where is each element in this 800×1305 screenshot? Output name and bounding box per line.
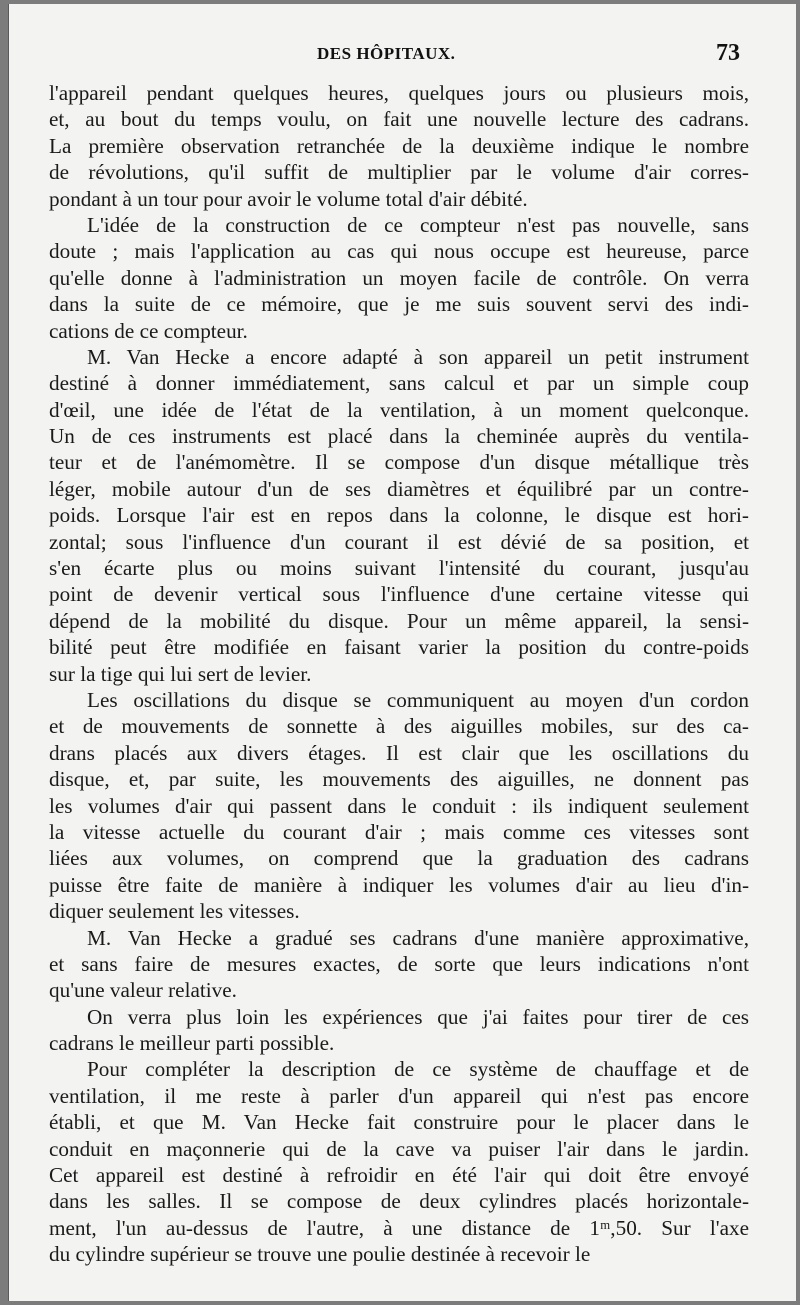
- text-line: établi, et que M. Van Hecke fait construire pour le placer dans le: [49, 1110, 749, 1135]
- text-line: drans placés aux divers étages. Il est clair que les oscillations du: [49, 740, 749, 765]
- text-line: diquer seulement les vitesses.: [49, 899, 300, 924]
- text-line: conduit en maçonnerie qui de la cave va puiser l'air dans le jardin.: [49, 1136, 749, 1161]
- body-text: [49, 80, 749, 1268]
- text-line: Les oscillations du disque se communiquent au moyen d'un cordon: [87, 687, 749, 712]
- text-line: et, au bout du temps voulu, on fait une nouvelle lecture des cadrans.: [49, 107, 749, 132]
- book-page: [8, 4, 796, 1301]
- page-number: 73: [716, 40, 740, 66]
- text-line: zontal; sous l'influence d'un courant il est dévié de sa position, et: [49, 529, 749, 554]
- text-line: et de mouvements de sonnette à des aiguilles mobiles, sur des ca-: [49, 714, 749, 739]
- text-line: L'idée de la construction de ce compteur n'est pas nouvelle, sans: [87, 212, 749, 237]
- text-line: léger, mobile autour d'un de ses diamètres et équilibré par un contre-: [49, 476, 749, 501]
- text-line: La première observation retranchée de la deuxième indique le nombre: [49, 133, 749, 158]
- text-line: Un de ces instruments est placé dans la cheminée auprès du ventila-: [49, 424, 749, 449]
- paragraph: [49, 212, 749, 344]
- text-line: On verra plus loin les expériences que j'ai faites pour tirer de ces: [87, 1004, 749, 1029]
- text-line: dans la suite de ce mémoire, que je me suis souvent servi des indi-: [49, 292, 749, 317]
- page-header: [9, 40, 796, 70]
- text-line: poids. Lorsque l'air est en repos dans la colonne, le disque est hori-: [49, 503, 749, 528]
- text-line: d'œil, une idée de l'état de la ventilation, à un moment quelconque.: [49, 397, 749, 422]
- text-line: de révolutions, qu'il suffit de multiplier par le volume d'air corres-: [49, 160, 749, 185]
- text-line: l'appareil pendant quelques heures, quelques jours ou plusieurs mois,: [49, 81, 749, 105]
- paragraph: [49, 687, 749, 925]
- text-line: dans les salles. Il se compose de deux cylindres placés horizontale-: [49, 1189, 749, 1214]
- paragraph: [49, 925, 749, 1004]
- text-line: qu'une valeur relative.: [49, 978, 237, 1003]
- text-line: les volumes d'air qui passent dans le conduit : ils indiquent seulement: [49, 793, 749, 818]
- text-line: puisse être faite de manière à indiquer les volumes d'air au lieu d'in-: [49, 872, 749, 897]
- text-line: la vitesse actuelle du courant d'air ; mais comme ces vitesses sont: [49, 819, 749, 844]
- text-line: disque, et, par suite, les mouvements des aiguilles, ne donnent pas: [49, 767, 749, 792]
- text-line: sur la tige qui lui sert de levier.: [49, 661, 312, 686]
- text-line: du cylindre supérieur se trouve une poulie destinée à recevoir le: [49, 1242, 591, 1267]
- text-line: M. Van Hecke a gradué ses cadrans d'une manière approximative,: [87, 925, 749, 950]
- paragraph: [49, 344, 749, 687]
- paragraph: [49, 80, 749, 212]
- text-line: Pour compléter la description de ce système de chauffage et de: [87, 1057, 749, 1082]
- text-line: bilité peut être modifiée en faisant varier la position du contre-poids: [49, 635, 749, 660]
- text-line: liées aux volumes, on comprend que la graduation des cadrans: [49, 846, 749, 871]
- text-line: cadrans le meilleur parti possible.: [49, 1031, 335, 1056]
- text-line: qu'elle donne à l'administration un moyen facile de contrôle. On verra: [49, 265, 749, 290]
- text-line: pondant à un tour pour avoir le volume total d'air débité.: [49, 186, 528, 211]
- running-title: DES HÔPITAUX.: [317, 44, 456, 63]
- text-line: teur et de l'anémomètre. Il se compose d'un disque métallique très: [49, 450, 749, 475]
- text-line: ventilation, il me reste à parler d'un appareil qui n'est pas encore: [49, 1083, 749, 1108]
- text-line: Cet appareil est destiné à refroidir en été l'air qui doit être envoyé: [49, 1163, 749, 1188]
- text-line: destiné à donner immédiatement, sans calcul et par un simple coup: [49, 371, 749, 396]
- text-line: et sans faire de mesures exactes, de sorte que leurs indications n'ont: [49, 951, 749, 976]
- paragraph: [49, 1004, 749, 1057]
- text-line: dépend de la mobilité du disque. Pour un même appareil, la sensi-: [49, 608, 749, 633]
- text-line: s'en écarte plus ou moins suivant l'intensité du courant, jusqu'au: [49, 556, 749, 581]
- text-line: point de devenir vertical sous l'influence d'une certaine vitesse qui: [49, 582, 749, 607]
- text-line: cations de ce compteur.: [49, 318, 248, 343]
- text-line: M. Van Hecke a encore adapté à son appareil un petit instrument: [87, 344, 749, 369]
- text-line: ment, l'un au-dessus de l'autre, à une distance de 1ᵐ,50. Sur l'axe: [49, 1215, 749, 1240]
- text-line: doute ; mais l'application au cas qui nous occupe est heureuse, parce: [49, 239, 749, 264]
- paragraph: [49, 1056, 749, 1267]
